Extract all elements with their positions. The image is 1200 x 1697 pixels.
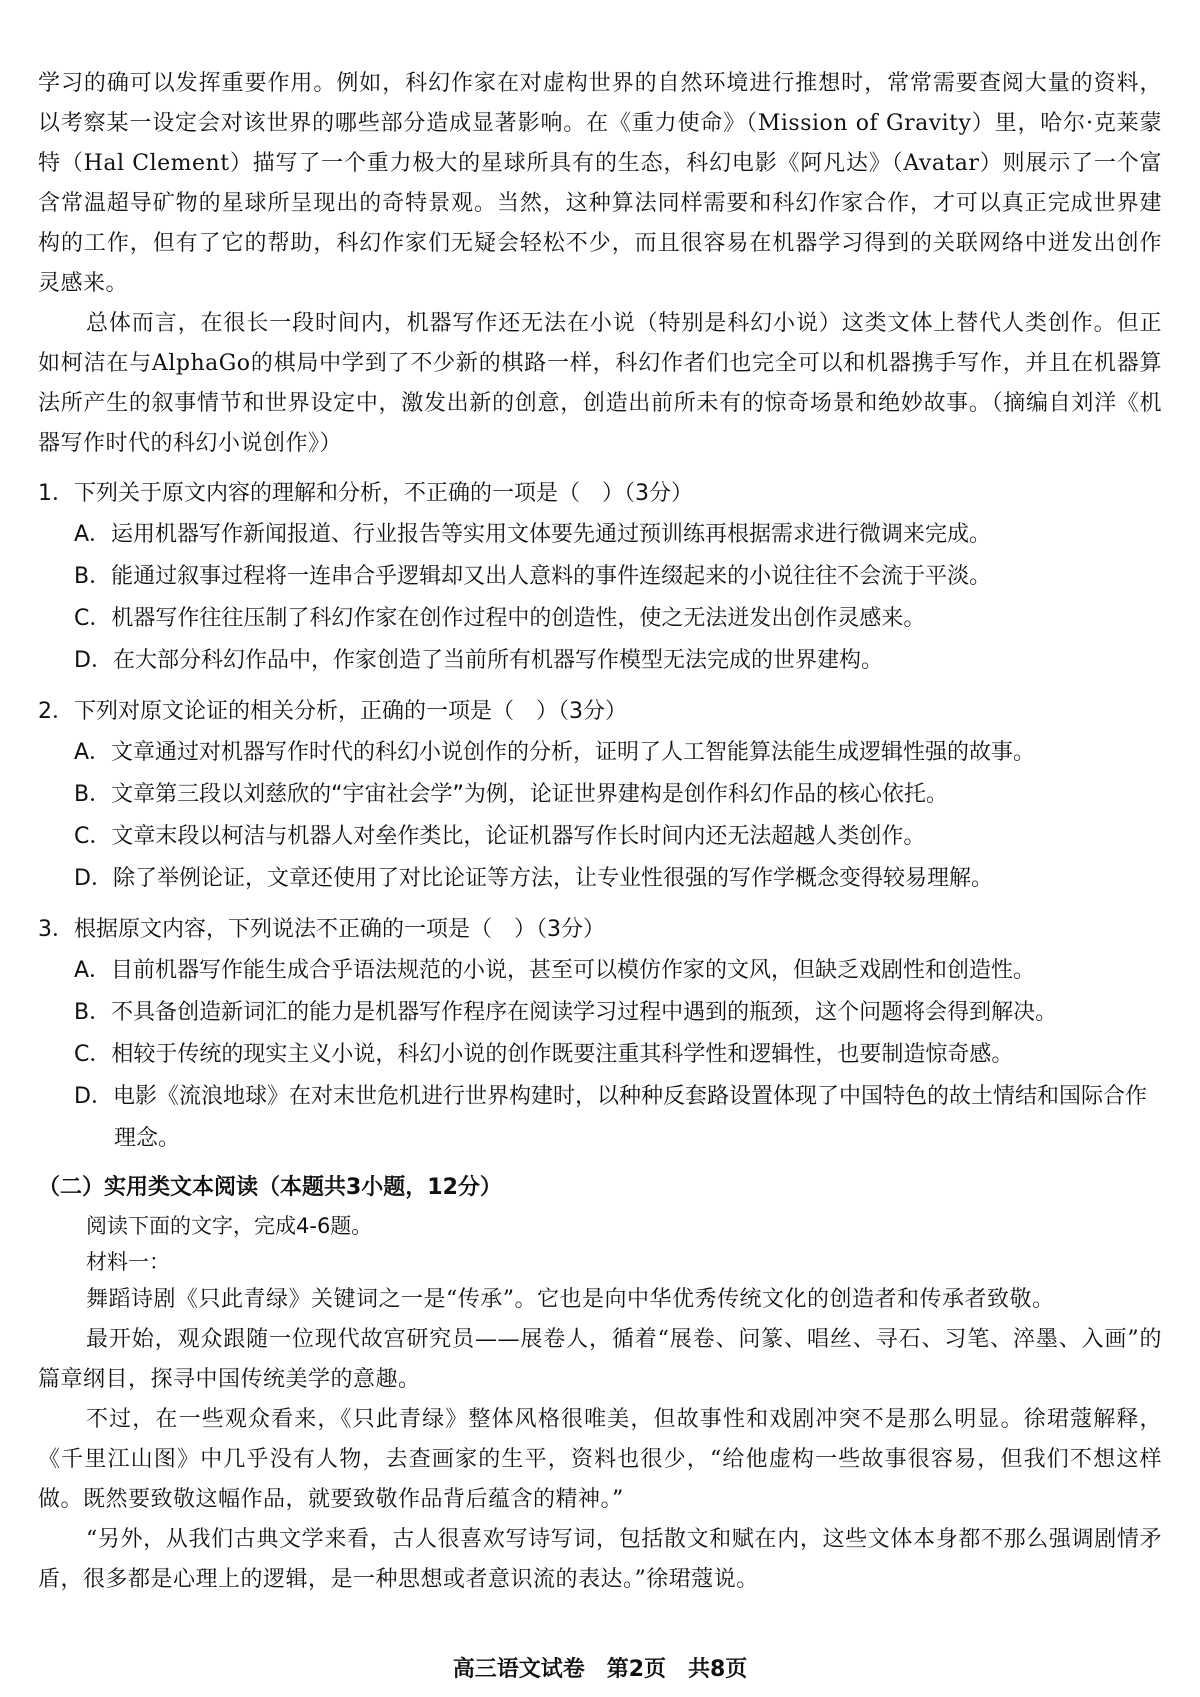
option-d: D．在大部分科幻作品中，作家创造了当前所有机器写作模型无法完成的世界建构。: [74, 648, 883, 673]
option-d: D．除了举例论证，文章还使用了对比论证等方法，让专业性很强的写作学概念变得较易理解。: [74, 866, 993, 891]
option-b: B．不具备创造新词汇的能力是机器写作程序在阅读学习过程中遇到的瓶颈，这个问题将会得到解决。: [74, 1000, 1058, 1025]
page-footer: 高三语文试卷 第2页 共8页: [452, 1657, 748, 1682]
option-b: B．文章第三段以刘慈欣的“宇宙社会学”为例，论证世界建构是创作科幻作品的核心依托。: [74, 782, 948, 807]
question-stem: 3．根据原文内容，下列说法不正确的一项是（ ）（3分）: [38, 917, 605, 942]
material-paragraph: 舞蹈诗剧《只此青绿》关键词之一是“传承”。它也是向中华优秀传统文化的创造者和传承者致敬。: [86, 1287, 1055, 1312]
section-heading: （二）实用类文本阅读（本题共3小题，12分）: [38, 1175, 502, 1200]
option-a: A．文章通过对机器写作时代的科幻小说创作的分析，证明了人工智能算法能生成逻辑性强的故事。: [74, 740, 1036, 765]
option-b: B．能通过叙事过程将一连串合乎逻辑却又出人意料的事件连缀起来的小说往往不会流于平淡。: [74, 564, 992, 589]
option-a: A．目前机器写作能生成合乎语法规范的小说，甚至可以模仿作家的文风，但缺乏戏剧性和创造性。: [74, 958, 1036, 983]
material-label: 材料一：: [86, 1250, 170, 1274]
question-1: [38, 474, 1162, 682]
passage-paragraph: 总体而言，在很长一段时间内，机器写作还无法在小说（特别是科幻小说）这类文体上替代人类创作。但正如柯洁在与AlphaGo的棋局中学到了不少新的棋路一样，科幻作者们也完全可以和机器携手写作，并且在机器算法所产生的叙事情节和世界设定中，激发出新的创意，创造出前所未有的惊奇场景和绝妙故事。（摘编自刘洋《机器写作时代的科幻小说创作》）: [38, 311, 1162, 456]
material-paragraph: 不过，在一些观众看来，《只此青绿》整体风格很唯美，但故事性和戏剧冲突不是那么明显。徐珺蔻解释，《千里江山图》中几乎没有人物，去查画家的生平，资料也很少，“给他虚构一些故事很容易，但我们不想这样做。既然要致敬这幅作品，就要致敬作品背后蕴含的精神。”: [38, 1407, 1162, 1512]
material-paragraph: 最开始，观众跟随一位现代故宫研究员——展卷人，循着“展卷、问篆、唱丝、寻石、习笔、淬墨、入画”的篇章纲目，探寻中国传统美学的意趣。: [38, 1327, 1162, 1392]
passage-paragraph: 学习的确可以发挥重要作用。例如，科幻作家在对虚构世界的自然环境进行推想时，常常需要查阅大量的资料，以考察某一设定会对该世界的哪些部分造成显著影响。在《重力使命》（Mission of Gravity）里，哈尔·克莱蒙特（Hal Clement）描写了一个重力极大的星球所具有的生态，科幻电影《阿凡达》（Avatar）则展示了一个富含常温超导矿物的星球所呈现出的奇特景观。当然，这种算法同样需要和科幻作家合作，才可以真正完成世界建构的工作，但有了它的帮助，科幻作家们无疑会轻松不少，而且很容易在机器学习得到的关联网络中迸发出创作灵感来。: [38, 71, 1162, 296]
question-stem: 2．下列对原文论证的相关分析，正确的一项是（ ）（3分）: [38, 699, 627, 724]
question-2: [38, 692, 1162, 900]
instruction-text: 阅读下面的文字，完成4-6题。: [86, 1214, 373, 1238]
question-3: [38, 910, 1162, 1160]
option-c: C．相较于传统的现实主义小说，科幻小说的创作既要注重其科学性和逻辑性，也要制造惊奇感。: [74, 1042, 1014, 1067]
option-c: C．机器写作往往压制了科幻作家在创作过程中的创造性，使之无法迸发出创作灵感来。: [74, 606, 926, 631]
option-d: D．电影《流浪地球》在对末世危机进行世界构建时，以种种反套路设置体现了中国特色的故土情结和国际合作理念。: [74, 1084, 1147, 1151]
question-stem: 1．下列关于原文内容的理解和分析，不正确的一项是（ ）（3分）: [38, 481, 693, 506]
material-paragraph: “另外，从我们古典文学来看，古人很喜欢写诗写词，包括散文和赋在内，这些文体本身都不那么强调剧情矛盾，很多都是心理上的逻辑，是一种思想或者意识流的表达。”徐珺蔻说。: [38, 1527, 1162, 1592]
option-a: A．运用机器写作新闻报道、行业报告等实用文体要先通过预训练再根据需求进行微调来完成。: [74, 522, 992, 547]
option-c: C．文章末段以柯洁与机器人对垒作类比，论证机器写作长时间内还无法超越人类创作。: [74, 824, 926, 849]
